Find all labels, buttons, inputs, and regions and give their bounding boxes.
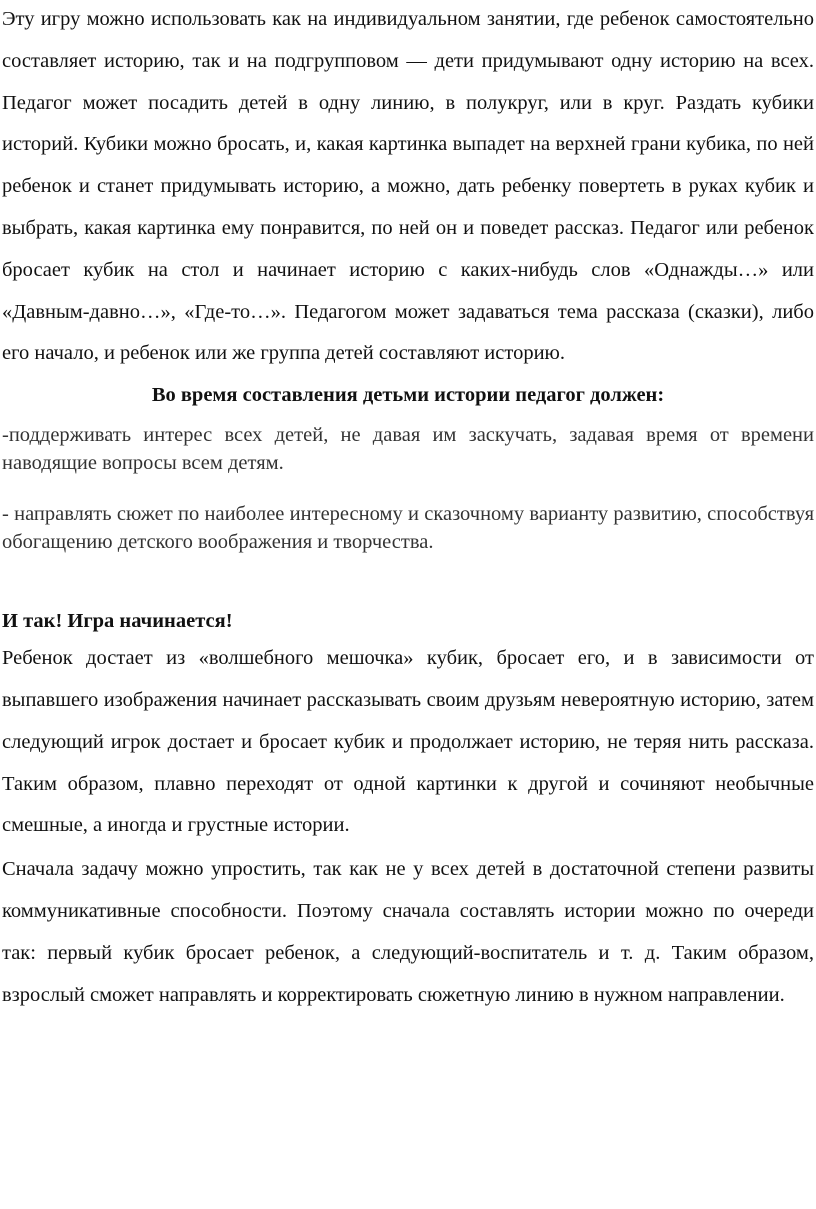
game-start-heading: И так! Игра начинается! (2, 610, 233, 633)
duty-item-support-interest: -поддерживать интерес всех детей, не давая им заскучать, задавая время от времени наводящие вопросы всем детям. (2, 424, 814, 474)
simplify-paragraph: Сначала задачу можно упростить, так как не у всех детей в достаточной степени развиты коммуникативные способности. Поэтому сначала составлять истории можно по очереди так: первый кубик бросает ребенок, а следующий-воспитатель и т. д. Таким образом, взрослый сможет направлять и корректировать сюжетную линию в нужном направлении. (2, 858, 814, 1006)
duties-heading: Во время составления детьми истории педагог должен: (151, 384, 665, 407)
document-page (2, 0, 814, 1016)
duty-item-direct-plot: - направлять сюжет по наиболее интересному и сказочному варианту развитию, способствуя обогащению детского воображения и творчества. (2, 503, 814, 553)
intro-paragraph: Эту игру можно использовать как на индивидуальном занятии, где ребенок самостоятельно составляет историю, так и на подгрупповом — дети придумывают одну историю на всех. Педагог может посадить детей в одну линию, в полукруг, или в круг. Раздать кубики историй. Кубики можно бросать, и, какая картинка выпадет на верхней грани кубика, по ней ребенок и станет придумывать историю, а можно, дать ребенку повертеть в руках кубик и выбрать, какая картинка ему понравится, по ней он и поведет рассказ. Педагог или ребенок бросает кубик на стол и начинает историю с каких-нибудь слов «Однажды…» или «Давным-давно…», «Где-то…». Педагогом может задаваться тема рассказа (сказки), либо его начало, и ребенок или же группа детей составляют историю. (2, 8, 814, 365)
game-paragraph: Ребенок достает из «волшебного мешочка» кубик, бросает его, и в зависимости от выпавшего изображения начинает рассказывать своим друзьям невероятную историю, затем следующий игрок достает и бросает кубик и продолжает историю, не теряя нить рассказа. Таким образом, плавно переходят от одной картинки к другой и сочиняют необычные смешные, а иногда и грустные истории. (2, 647, 814, 837)
